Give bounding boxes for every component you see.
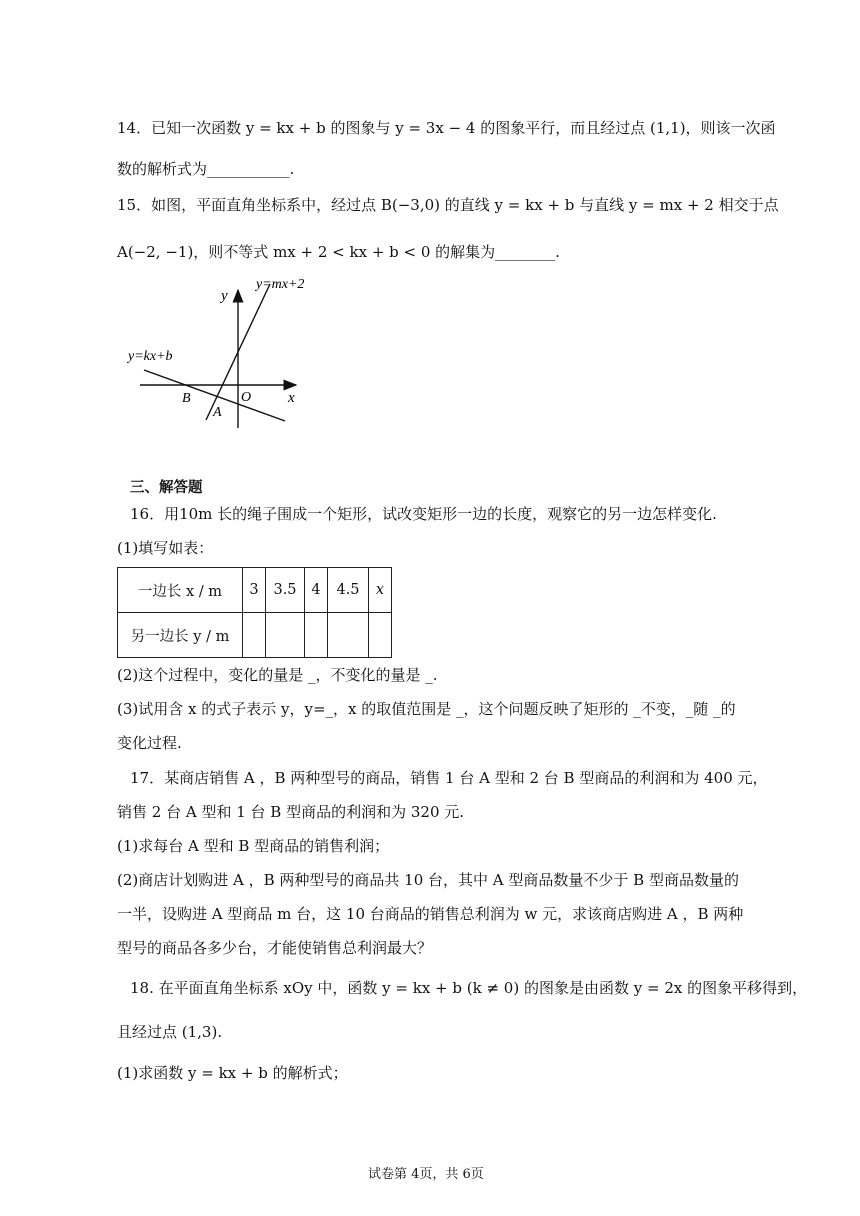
label-x: x <box>288 390 295 406</box>
table-cell-empty <box>266 613 305 658</box>
label-origin: O <box>241 390 252 405</box>
q17-line2: 销售 2 台 A 型和 1 台 B 型商品的利润和为 320 元. <box>117 803 465 821</box>
page-footer: 试卷第 4页，共 6页 <box>368 1167 484 1182</box>
section-title: 三、解答题 <box>130 480 203 496</box>
q16-part2: (2)这个过程中，变化的量是 _，不变化的量是 _. <box>117 666 438 684</box>
table-header-cell: 一边长 x / m <box>118 568 243 613</box>
q15-coordinate-figure <box>120 272 320 437</box>
q18-line1: 18. 在平面直角坐标系 xOy 中，函数 y = kx + b (k ≠ 0) 的图象是由函数 y = 2x 的图象平移得到， <box>130 979 808 997</box>
q16-part3-line2: 变化过程. <box>117 734 182 752</box>
table-cell-empty <box>328 613 369 658</box>
q16-table <box>117 567 392 658</box>
table-cell-empty <box>243 613 266 658</box>
table-row <box>118 568 392 613</box>
q15-line1: 15．如图，平面直角坐标系中，经过点 B(−3,0) 的直线 y = kx + b 与直线 y = mx + 2 相交于点 <box>117 196 779 214</box>
label-point-a: A <box>213 405 222 420</box>
table-row <box>118 613 392 658</box>
label-y: y <box>221 288 228 304</box>
q14-line2: 数的解析式为___________. <box>117 160 295 178</box>
table-cell: x <box>369 568 392 613</box>
q16-intro: 16．用10m 长的绳子围成一个矩形，试改变矩形一边的长度，观察它的另一边怎样变化. <box>130 505 717 523</box>
q16-part1: (1)填写如表： <box>117 539 214 557</box>
table-cell: 4 <box>305 568 328 613</box>
table-header-cell: 另一边长 y / m <box>118 613 243 658</box>
q17-part2-line1: (2)商店计划购进 A ，B 两种型号的商品共 10 台，其中 A 型商品数量不少于 B 型商品数量的 <box>117 871 739 889</box>
label-y-mx-2: y=mx+2 <box>256 277 305 292</box>
table-cell-empty <box>305 613 328 658</box>
q14-line1: 14．已知一次函数 y = kx + b 的图象与 y = 3x − 4 的图象平行，而且经过点 (1,1)，则该一次函 <box>117 119 776 137</box>
q17-part2-line3: 型号的商品各多少台，才能使销售总利润最大？ <box>117 939 433 957</box>
label-point-b: B <box>182 391 191 406</box>
table-cell: 3.5 <box>266 568 305 613</box>
q17-part1: (1)求每台 A 型和 B 型商品的销售利润； <box>117 837 390 855</box>
q18-line2: 且经过点 (1,3). <box>117 1023 223 1041</box>
q15-line2: A(−2, −1)，则不等式 mx + 2 < kx + b < 0 的解集为________. <box>117 243 560 261</box>
q17-part2-line2: 一半，设购进 A 型商品 m 台，这 10 台商品的销售总利润为 w 元，求该商店购进 A ，B 两种 <box>117 905 744 923</box>
q17-line1: 17．某商店销售 A ，B 两种型号的商品，销售 1 台 A 型和 2 台 B 型商品的利润和为 400 元， <box>130 769 768 787</box>
q16-part3-line1: (3)试用含 x 的式子表示 y，y=_，x 的取值范围是 _，这个问题反映了矩形的 _不变，_随 _的 <box>117 700 736 718</box>
q18-part1: (1)求函数 y = kx + b 的解析式； <box>117 1064 348 1082</box>
table-cell: 4.5 <box>328 568 369 613</box>
table-cell-empty <box>369 613 392 658</box>
table-cell: 3 <box>243 568 266 613</box>
label-y-kx-b: y=kx+b <box>128 349 173 364</box>
